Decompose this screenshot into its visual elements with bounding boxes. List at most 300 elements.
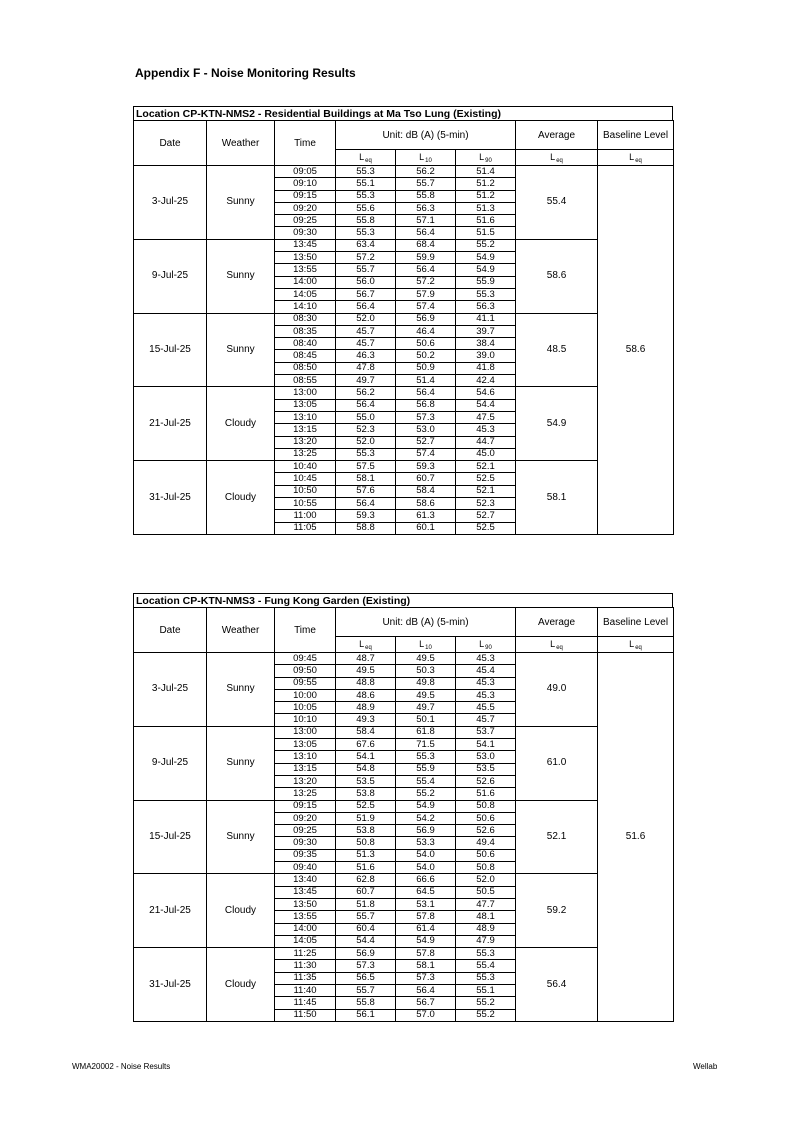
l10-cell: 56.4: [396, 985, 456, 997]
time-cell: 13:20: [275, 775, 336, 787]
weather-cell: Cloudy: [207, 387, 275, 461]
average-cell: 58.1: [516, 461, 598, 535]
time-cell: 09:15: [275, 800, 336, 812]
avg-leq-label-symbol: L: [550, 151, 556, 162]
leq-cell: 45.7: [336, 325, 396, 337]
l10-cell: 58.1: [396, 960, 456, 972]
time-cell: 10:10: [275, 714, 336, 726]
leq-cell: 47.8: [336, 362, 396, 374]
leq-cell: 60.7: [336, 886, 396, 898]
leq-cell: 59.3: [336, 510, 396, 522]
l90-cell: 52.6: [456, 775, 516, 787]
time-cell: 14:05: [275, 288, 336, 300]
header-leq: [336, 637, 396, 653]
l90-cell: 50.6: [456, 849, 516, 861]
l10-cell: 54.9: [396, 935, 456, 947]
leq-cell: 55.3: [336, 227, 396, 239]
leq-cell: 55.7: [336, 264, 396, 276]
time-cell: 14:10: [275, 301, 336, 313]
l10-cell: 56.4: [396, 387, 456, 399]
l10-cell: 60.7: [396, 473, 456, 485]
l90-cell: 51.6: [456, 215, 516, 227]
l10-cell: 57.1: [396, 215, 456, 227]
header-leq: [336, 150, 396, 166]
table-row: [134, 726, 674, 738]
l90-cell: 54.9: [456, 252, 516, 264]
l10-cell: 61.3: [396, 510, 456, 522]
header-baseline-leq: [598, 150, 674, 166]
time-cell: 10:55: [275, 498, 336, 510]
location-table-nms2: [133, 106, 673, 535]
l10-cell: 57.4: [396, 301, 456, 313]
header-date: Date: [134, 608, 207, 653]
l90-cell: 52.1: [456, 485, 516, 497]
header-unit: Unit: dB (A) (5-min): [336, 608, 516, 637]
time-cell: 11:25: [275, 948, 336, 960]
leq-cell: 58.8: [336, 522, 396, 534]
l90-label-symbol: L: [479, 638, 485, 649]
leq-cell: 50.8: [336, 837, 396, 849]
leq-cell: 57.6: [336, 485, 396, 497]
date-cell: 31-Jul-25: [134, 948, 207, 1022]
header-l90: [456, 637, 516, 653]
date-cell: 9-Jul-25: [134, 726, 207, 800]
l90-cell: 51.3: [456, 202, 516, 214]
l10-label: [419, 639, 432, 649]
location-table-nms3: [133, 593, 673, 1022]
header-time: Time: [275, 608, 336, 653]
l10-cell: 56.9: [396, 825, 456, 837]
baseline-leq-label: [629, 639, 642, 649]
time-cell: 13:05: [275, 739, 336, 751]
time-cell: 14:00: [275, 923, 336, 935]
l10-label-subscript: 10: [425, 157, 432, 164]
header-weather: Weather: [207, 608, 275, 653]
l10-cell: 57.0: [396, 1009, 456, 1021]
l90-cell: 55.4: [456, 960, 516, 972]
l90-cell: 52.5: [456, 522, 516, 534]
average-cell: 61.0: [516, 726, 598, 800]
l90-cell: 42.4: [456, 375, 516, 387]
time-cell: 09:40: [275, 862, 336, 874]
weather-cell: Cloudy: [207, 948, 275, 1022]
leq-cell: 52.0: [336, 313, 396, 325]
time-cell: 13:15: [275, 763, 336, 775]
header-l10: [396, 150, 456, 166]
leq-cell: 52.3: [336, 424, 396, 436]
leq-cell: 55.3: [336, 166, 396, 178]
l10-cell: 56.4: [396, 227, 456, 239]
l10-cell: 54.0: [396, 849, 456, 861]
leq-label: [359, 152, 372, 162]
leq-cell: 55.1: [336, 178, 396, 190]
leq-cell: 60.4: [336, 923, 396, 935]
l10-cell: 58.4: [396, 485, 456, 497]
l90-cell: 51.4: [456, 166, 516, 178]
leq-cell: 53.5: [336, 775, 396, 787]
date-cell: 3-Jul-25: [134, 166, 207, 240]
header-baseline-leq: [598, 637, 674, 653]
l10-cell: 59.3: [396, 461, 456, 473]
l90-cell: 50.8: [456, 862, 516, 874]
l90-cell: 54.4: [456, 399, 516, 411]
leq-label-subscript: eq: [365, 644, 372, 651]
time-cell: 13:25: [275, 788, 336, 800]
leq-cell: 53.8: [336, 825, 396, 837]
l90-cell: 55.2: [456, 1009, 516, 1021]
l10-cell: 46.4: [396, 325, 456, 337]
time-cell: 13:25: [275, 448, 336, 460]
l10-cell: 55.4: [396, 775, 456, 787]
time-cell: 10:05: [275, 702, 336, 714]
leq-cell: 57.3: [336, 960, 396, 972]
leq-cell: 46.3: [336, 350, 396, 362]
time-cell: 13:00: [275, 387, 336, 399]
l10-cell: 49.5: [396, 689, 456, 701]
avg-leq-label-symbol: L: [550, 638, 556, 649]
time-cell: 09:05: [275, 166, 336, 178]
l10-cell: 68.4: [396, 239, 456, 251]
time-cell: 10:00: [275, 689, 336, 701]
leq-cell: 56.2: [336, 387, 396, 399]
l10-cell: 54.0: [396, 862, 456, 874]
location-title: Location CP-KTN-NMS2 - Residential Buildings at Ma Tso Lung (Existing): [133, 106, 673, 120]
time-cell: 09:30: [275, 227, 336, 239]
header-l10: [396, 637, 456, 653]
leq-cell: 58.1: [336, 473, 396, 485]
leq-cell: 54.4: [336, 935, 396, 947]
leq-cell: 48.9: [336, 702, 396, 714]
leq-cell: 62.8: [336, 874, 396, 886]
l10-cell: 53.3: [396, 837, 456, 849]
l90-cell: 55.1: [456, 985, 516, 997]
table-row: [134, 461, 674, 473]
l10-cell: 53.1: [396, 898, 456, 910]
time-cell: 09:20: [275, 812, 336, 824]
leq-cell: 49.5: [336, 665, 396, 677]
time-cell: 13:20: [275, 436, 336, 448]
time-cell: 13:45: [275, 239, 336, 251]
time-cell: 09:55: [275, 677, 336, 689]
leq-cell: 53.8: [336, 788, 396, 800]
leq-cell: 56.4: [336, 399, 396, 411]
l10-cell: 56.2: [396, 166, 456, 178]
leq-cell: 57.2: [336, 252, 396, 264]
leq-label: [359, 639, 372, 649]
l90-cell: 39.0: [456, 350, 516, 362]
l90-cell: 45.3: [456, 689, 516, 701]
leq-cell: 49.7: [336, 375, 396, 387]
l10-cell: 57.3: [396, 972, 456, 984]
time-cell: 08:30: [275, 313, 336, 325]
leq-cell: 56.4: [336, 301, 396, 313]
l90-cell: 55.9: [456, 276, 516, 288]
l10-cell: 53.0: [396, 424, 456, 436]
l90-cell: 53.7: [456, 726, 516, 738]
l90-cell: 53.0: [456, 751, 516, 763]
l90-cell: 52.7: [456, 510, 516, 522]
footer-company: Wellab: [693, 1062, 718, 1071]
time-cell: 09:15: [275, 190, 336, 202]
date-cell: 15-Jul-25: [134, 800, 207, 874]
leq-cell: 55.3: [336, 448, 396, 460]
l90-cell: 54.9: [456, 264, 516, 276]
weather-cell: Cloudy: [207, 461, 275, 535]
leq-cell: 54.1: [336, 751, 396, 763]
table-row: [134, 653, 674, 665]
leq-cell: 51.8: [336, 898, 396, 910]
l90-cell: 48.1: [456, 911, 516, 923]
time-cell: 08:55: [275, 375, 336, 387]
l10-cell: 56.7: [396, 997, 456, 1009]
l90-cell: 52.5: [456, 473, 516, 485]
time-cell: 11:35: [275, 972, 336, 984]
l90-cell: 52.0: [456, 874, 516, 886]
l90-cell: 52.3: [456, 498, 516, 510]
l10-cell: 64.5: [396, 886, 456, 898]
l10-cell: 55.2: [396, 788, 456, 800]
l10-cell: 56.9: [396, 313, 456, 325]
leq-cell: 48.7: [336, 653, 396, 665]
l10-cell: 56.3: [396, 202, 456, 214]
time-cell: 13:10: [275, 751, 336, 763]
date-cell: 21-Jul-25: [134, 387, 207, 461]
l10-cell: 61.8: [396, 726, 456, 738]
table-row: [134, 166, 674, 178]
time-cell: 13:55: [275, 264, 336, 276]
table-row: [134, 948, 674, 960]
time-cell: 11:50: [275, 1009, 336, 1021]
header-average: Average: [516, 608, 598, 637]
l90-cell: 56.3: [456, 301, 516, 313]
avg-leq-label-subscript: eq: [556, 644, 563, 651]
l90-cell: 51.2: [456, 178, 516, 190]
average-cell: 48.5: [516, 313, 598, 387]
time-cell: 10:50: [275, 485, 336, 497]
header-baseline: Baseline Level: [598, 608, 674, 637]
header-baseline: Baseline Level: [598, 121, 674, 150]
l10-cell: 57.8: [396, 911, 456, 923]
header-l90: [456, 150, 516, 166]
weather-cell: Sunny: [207, 313, 275, 387]
time-cell: 13:05: [275, 399, 336, 411]
date-cell: 9-Jul-25: [134, 239, 207, 313]
l90-cell: 45.3: [456, 677, 516, 689]
l10-cell: 55.8: [396, 190, 456, 202]
l10-label-symbol: L: [419, 638, 425, 649]
noise-results-table: [133, 607, 674, 1022]
l10-cell: 57.4: [396, 448, 456, 460]
average-cell: 58.6: [516, 239, 598, 313]
leq-cell: 55.8: [336, 215, 396, 227]
time-cell: 10:45: [275, 473, 336, 485]
leq-cell: 52.5: [336, 800, 396, 812]
time-cell: 13:55: [275, 911, 336, 923]
date-cell: 15-Jul-25: [134, 313, 207, 387]
header-unit: Unit: dB (A) (5-min): [336, 121, 516, 150]
average-cell: 56.4: [516, 948, 598, 1022]
location-title: Location CP-KTN-NMS3 - Fung Kong Garden (Existing): [133, 593, 673, 607]
average-cell: 52.1: [516, 800, 598, 874]
l90-cell: 47.9: [456, 935, 516, 947]
l10-label-symbol: L: [419, 151, 425, 162]
leq-cell: 55.8: [336, 997, 396, 1009]
weather-cell: Sunny: [207, 726, 275, 800]
l90-cell: 38.4: [456, 338, 516, 350]
l10-cell: 61.4: [396, 923, 456, 935]
l10-cell: 55.3: [396, 751, 456, 763]
average-cell: 54.9: [516, 387, 598, 461]
l90-cell: 45.0: [456, 448, 516, 460]
time-cell: 13:15: [275, 424, 336, 436]
l90-cell: 45.4: [456, 665, 516, 677]
l90-cell: 39.7: [456, 325, 516, 337]
l10-cell: 49.5: [396, 653, 456, 665]
time-cell: 11:00: [275, 510, 336, 522]
time-cell: 13:45: [275, 886, 336, 898]
leq-cell: 63.4: [336, 239, 396, 251]
l90-cell: 45.7: [456, 714, 516, 726]
leq-cell: 51.9: [336, 812, 396, 824]
time-cell: 13:10: [275, 411, 336, 423]
l90-cell: 47.7: [456, 898, 516, 910]
table-row: [134, 874, 674, 886]
l90-cell: 45.5: [456, 702, 516, 714]
leq-cell: 52.0: [336, 436, 396, 448]
leq-cell: 55.3: [336, 190, 396, 202]
leq-cell: 55.7: [336, 911, 396, 923]
time-cell: 11:40: [275, 985, 336, 997]
leq-label-symbol: L: [359, 151, 365, 162]
l90-cell: 55.2: [456, 997, 516, 1009]
time-cell: 14:00: [275, 276, 336, 288]
time-cell: 13:50: [275, 252, 336, 264]
leq-cell: 56.5: [336, 972, 396, 984]
l10-cell: 50.1: [396, 714, 456, 726]
footer-document-ref: WMA20002 - Noise Results: [72, 1062, 171, 1071]
weather-cell: Sunny: [207, 653, 275, 727]
header-weather: Weather: [207, 121, 275, 166]
avg-leq-label-subscript: eq: [556, 157, 563, 164]
avg-leq-label: [550, 152, 563, 162]
l90-cell: 55.2: [456, 239, 516, 251]
l10-cell: 58.6: [396, 498, 456, 510]
l90-cell: 44.7: [456, 436, 516, 448]
leq-cell: 56.9: [336, 948, 396, 960]
l90-cell: 55.3: [456, 972, 516, 984]
leq-cell: 48.8: [336, 677, 396, 689]
l90-label: [479, 152, 492, 162]
time-cell: 09:10: [275, 178, 336, 190]
baseline-leq-label-symbol: L: [629, 638, 635, 649]
l10-cell: 55.7: [396, 178, 456, 190]
weather-cell: Sunny: [207, 166, 275, 240]
time-cell: 13:40: [275, 874, 336, 886]
date-cell: 31-Jul-25: [134, 461, 207, 535]
l10-cell: 50.3: [396, 665, 456, 677]
l10-cell: 56.8: [396, 399, 456, 411]
time-cell: 09:25: [275, 215, 336, 227]
time-cell: 11:45: [275, 997, 336, 1009]
l90-cell: 54.6: [456, 387, 516, 399]
l90-cell: 52.6: [456, 825, 516, 837]
l90-cell: 55.3: [456, 288, 516, 300]
time-cell: 13:00: [275, 726, 336, 738]
baseline-leq-label: [629, 152, 642, 162]
leq-cell: 56.1: [336, 1009, 396, 1021]
baseline-cell: 51.6: [598, 653, 674, 1022]
leq-cell: 56.7: [336, 288, 396, 300]
leq-cell: 58.4: [336, 726, 396, 738]
l90-cell: 47.5: [456, 411, 516, 423]
time-cell: 08:40: [275, 338, 336, 350]
noise-results-table: [133, 120, 674, 535]
l90-label-subscript: 90: [485, 157, 492, 164]
l90-cell: 45.3: [456, 653, 516, 665]
time-cell: 09:45: [275, 653, 336, 665]
l10-cell: 50.6: [396, 338, 456, 350]
header-average-leq: [516, 637, 598, 653]
leq-cell: 48.6: [336, 689, 396, 701]
time-cell: 09:50: [275, 665, 336, 677]
weather-cell: Sunny: [207, 239, 275, 313]
header-time: Time: [275, 121, 336, 166]
leq-cell: 55.7: [336, 985, 396, 997]
l10-cell: 57.8: [396, 948, 456, 960]
weather-cell: Sunny: [207, 800, 275, 874]
l10-cell: 55.9: [396, 763, 456, 775]
l10-cell: 54.9: [396, 800, 456, 812]
header-average-leq: [516, 150, 598, 166]
l90-cell: 41.1: [456, 313, 516, 325]
l90-cell: 53.5: [456, 763, 516, 775]
l90-cell: 41.8: [456, 362, 516, 374]
time-cell: 08:45: [275, 350, 336, 362]
table-row: [134, 239, 674, 251]
time-cell: 10:40: [275, 461, 336, 473]
leq-cell: 55.0: [336, 411, 396, 423]
leq-cell: 54.8: [336, 763, 396, 775]
l90-cell: 50.5: [456, 886, 516, 898]
leq-cell: 49.3: [336, 714, 396, 726]
time-cell: 09:25: [275, 825, 336, 837]
l90-cell: 51.2: [456, 190, 516, 202]
time-cell: 09:20: [275, 202, 336, 214]
leq-cell: 67.6: [336, 739, 396, 751]
average-cell: 59.2: [516, 874, 598, 948]
l10-cell: 51.4: [396, 375, 456, 387]
leq-cell: 57.5: [336, 461, 396, 473]
l10-label-subscript: 10: [425, 644, 432, 651]
l90-cell: 45.3: [456, 424, 516, 436]
l10-cell: 59.9: [396, 252, 456, 264]
l90-cell: 48.9: [456, 923, 516, 935]
time-cell: 08:50: [275, 362, 336, 374]
l10-cell: 52.7: [396, 436, 456, 448]
average-cell: 55.4: [516, 166, 598, 240]
l10-label: [419, 152, 432, 162]
l90-cell: 51.5: [456, 227, 516, 239]
l10-cell: 57.3: [396, 411, 456, 423]
l10-cell: 71.5: [396, 739, 456, 751]
l10-cell: 57.9: [396, 288, 456, 300]
date-cell: 3-Jul-25: [134, 653, 207, 727]
table-row: [134, 800, 674, 812]
l10-cell: 50.2: [396, 350, 456, 362]
leq-cell: 51.3: [336, 849, 396, 861]
l90-label-subscript: 90: [485, 644, 492, 651]
leq-label-symbol: L: [359, 638, 365, 649]
